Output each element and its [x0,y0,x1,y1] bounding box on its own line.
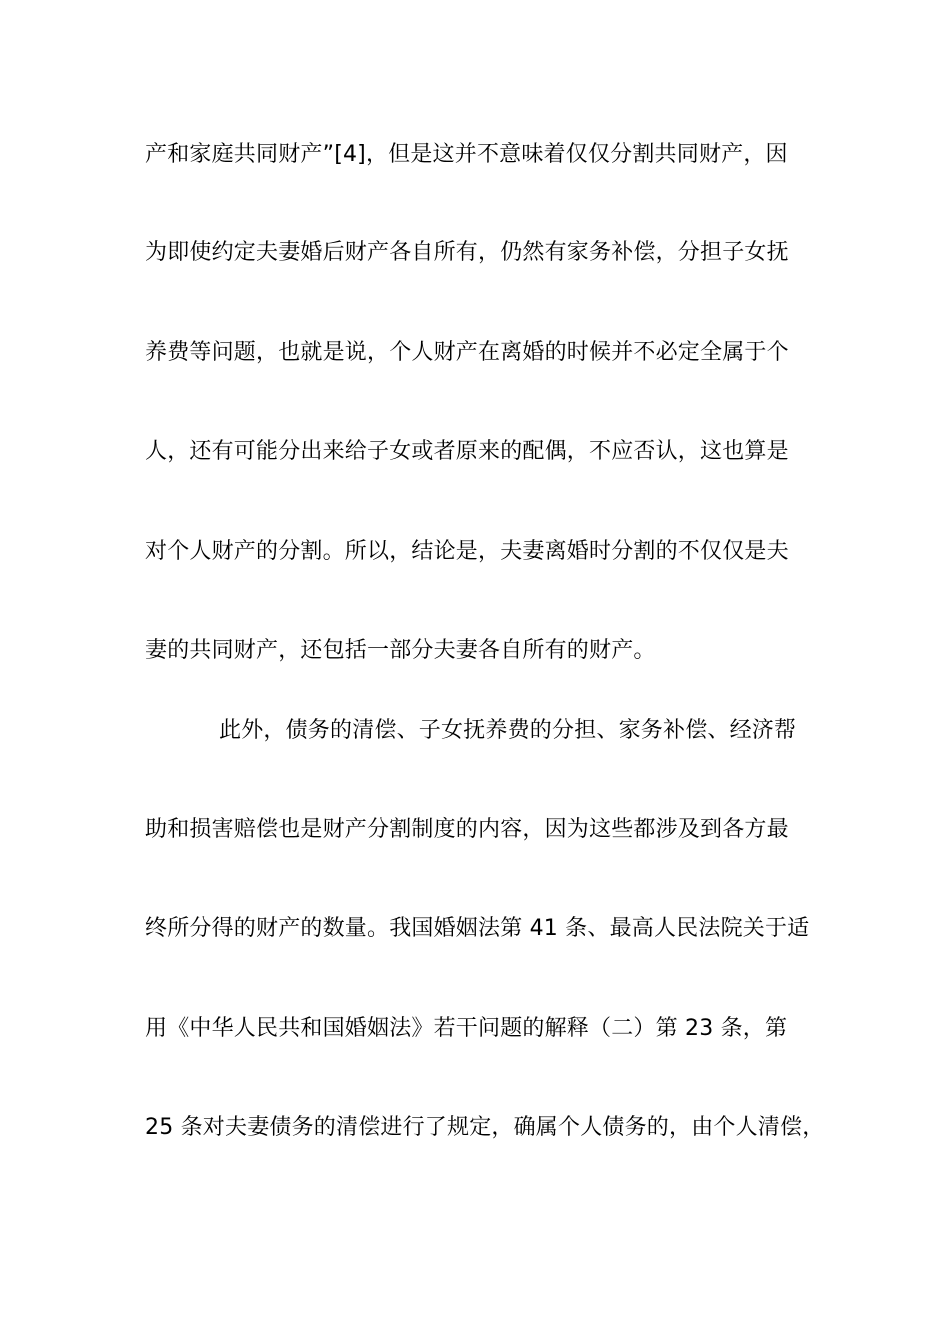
text-line: 25 条对夫妻债务的清偿进行了规定，确属个人债务的，由个人清偿， [145,1115,825,1140]
text-line: 对个人财产的分割。所以，结论是，夫妻离婚时分割的不仅仅是夫 [145,539,789,564]
text-line: 为即使约定夫妻婚后财产各自所有，仍然有家务补偿，分担子女抚 [145,240,789,265]
text-line: 用《中华人民共和国婚姻法》若干问题的解释（二）第 23 条，第 [145,1016,788,1041]
text-line: 人，还有可能分出来给子女或者原来的配偶，不应否认，这也算是 [145,439,789,464]
text-line: 养费等问题，也就是说，个人财产在离婚的时候并不必定全属于个 [145,340,789,365]
text-line: 终所分得的财产的数量。我国婚姻法第 41 条、最高人民法院关于适 [145,916,810,941]
paragraph-first-line: 此外，债务的清偿、子女抚养费的分担、家务补偿、经济帮 [219,718,797,743]
text-line: 助和损害赔偿也是财产分割制度的内容，因为这些都涉及到各方最 [145,817,789,842]
text-line: 产和家庭共同财产”[4]，但是这并不意味着仅仅分割共同财产，因 [145,142,788,167]
text-line: 妻的共同财产，还包括一部分夫妻各自所有的财产。 [145,638,656,663]
